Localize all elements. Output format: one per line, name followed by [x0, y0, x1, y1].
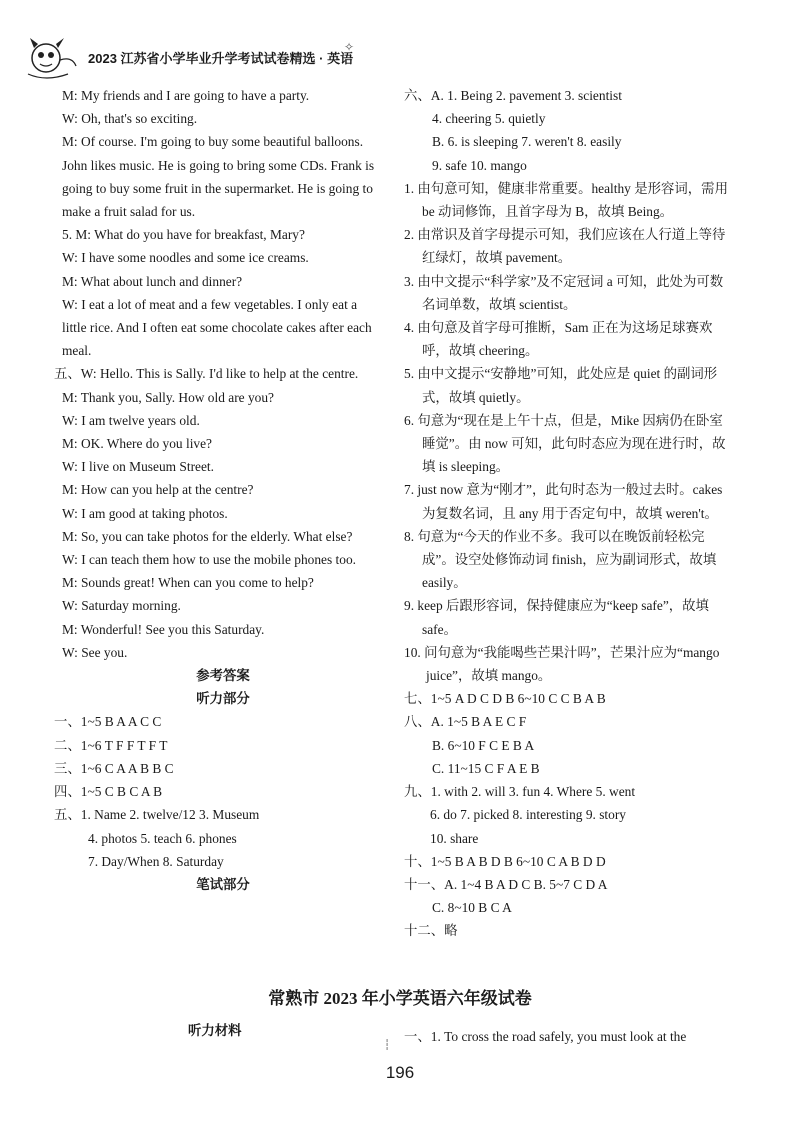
answer-line: 九、1. with 2. will 3. fun 4. Where 5. went: [404, 784, 636, 800]
answer-line: C. 11~15 C F A E B: [432, 760, 540, 776]
explanation-item: 4. 由句意及首字母可推断，Sam 正在为这场足球赛欢呼，故填 cheering。: [404, 320, 713, 359]
answer-line: 7. Day/When 8. Saturday: [88, 853, 224, 869]
explanation-item: 7. just now 意为“刚才”，此句时态为一般过去时。cakes 为复数名词，且 any 用于否定句中，故填 weren't。: [404, 482, 723, 521]
dialogue-line: M: Of course. I'm going to buy some beautiful balloons. John likes music. He is going to bring some CDs. Frank is going to buy some fruit in the supermarket. He is going to make a fruit salad for us.: [62, 134, 375, 220]
book-series-logo-icon: [22, 30, 92, 82]
answer-line: 十一、A. 1~4 B A D C B. 5~7 C D A: [404, 876, 608, 892]
dialogue-line: W: I live on Museum Street.: [62, 459, 214, 475]
dialogue-line: M: How can you help at the centre?: [62, 482, 254, 498]
written-part-heading: 笔试部分: [196, 876, 250, 892]
explanation-item: 3. 由中文提示“科学家”及不定冠词 a 可知，此处为可数名词单数，故填 scientist。: [404, 273, 724, 312]
exam-title: 常熟市 2023 年小学英语六年级试卷: [268, 989, 532, 1008]
dialogue-line: 5. M: What do you have for breakfast, Mary?: [62, 227, 305, 243]
dialogue-line: M: Wonderful! See you this Saturday.: [62, 621, 265, 637]
dialogue-section-five-intro: 五、W: Hello. This is Sally. I'd like to help at the centre.: [54, 366, 359, 382]
answer-line: B. 6. is sleeping 7. weren't 8. easily: [432, 134, 622, 150]
answer-line: 一、1~5 B A A C C: [54, 714, 162, 730]
dialogue-line: M: OK. Where do you live?: [62, 436, 212, 452]
explanation-item: 5. 由中文提示“安静地”可知，此处应是 quiet 的副词形式，故填 quietly。: [404, 366, 718, 405]
dialogue-line: W: Oh, that's so exciting.: [62, 111, 198, 127]
answer-line: 十二、略: [404, 923, 458, 939]
running-header: [22, 30, 382, 82]
answer-line: B. 6~10 F C E B A: [432, 737, 535, 753]
answer-line: 4. photos 5. teach 6. phones: [88, 830, 237, 846]
right-column: [404, 84, 734, 943]
explanation-item: 1. 由句意可知，健康非常重要。healthy 是形容词，需用 be 动词修饰，且首字母为 B，故填 Being。: [404, 180, 728, 220]
explanation-item: 6. 句意为“现在是上午十点，但是，Mike 因病仍在卧室睡觉”。由 now 可知，此句时态应为现在进行时，故填 is sleeping。: [404, 412, 726, 475]
dialogue-line: M: What about lunch and dinner?: [62, 273, 243, 289]
answer-line: 4. cheering 5. quietly: [432, 111, 546, 127]
explanation-item: 10. 问句意为“我能喝些芒果汁吗”，芒果汁应为“mango juice”，故填 mango。: [404, 644, 720, 684]
explanation-item: 2. 由常识及首字母提示可知，我们应该在人行道上等待红绿灯，故填 pavement。: [404, 227, 726, 266]
left-column: [54, 84, 384, 896]
explanation-item: 8. 句意为“今天的作业不多。我可以在晚饭前轻松完成”。设空处修饰动词 finish，应为副词形式，故填 easily。: [404, 528, 717, 591]
dialogue-line: W: I can teach them how to use the mobile phones too.: [62, 552, 357, 568]
answer-line: 三、1~6 C A A B B C: [54, 760, 174, 776]
page-number: 196: [385, 1063, 415, 1082]
sparkle-icon: ✧: [344, 40, 355, 54]
dialogue-line: W: I eat a lot of meat and a few vegetables. I only eat a little rice. And I often eat some chocolate cakes after each meal.: [62, 296, 372, 359]
listening-material-label: 听力材料: [188, 1023, 242, 1038]
dialogue-line: M: Sounds great! When can you come to help?: [62, 575, 314, 591]
answer-key-heading: 参考答案: [196, 668, 250, 684]
answer-line: 五、1. Name 2. twelve/12 3. Museum: [54, 807, 260, 823]
answer-line: 四、1~5 C B C A B: [54, 784, 163, 800]
answer-line: 二、1~6 T F F T F T: [54, 737, 168, 753]
dialogue-line: W: I am good at taking photos.: [62, 505, 228, 521]
explanation-item: 9. keep 后跟形容词，保持健康应为“keep safe”，故填 safe。: [404, 598, 709, 637]
answer-line: 6. do 7. picked 8. interesting 9. story: [430, 807, 626, 823]
column-divider-icon: ┆: [384, 1040, 391, 1051]
dialogue-line: W: Saturday morning.: [62, 598, 181, 614]
dialogue-line: M: So, you can take photos for the elderly. What else?: [62, 528, 353, 544]
dialogue-line: M: My friends and I are going to have a party.: [62, 88, 310, 103]
answer-line: 十、1~5 B A B D B 6~10 C A B D D: [404, 853, 606, 869]
answer-line: C. 8~10 B C A: [432, 900, 512, 916]
answer-line: 七、1~5 A D C D B 6~10 C C B A B: [404, 691, 606, 707]
answer-line: 六、A. 1. Being 2. pavement 3. scientist: [404, 88, 622, 103]
listening-part-heading: 听力部分: [196, 691, 250, 707]
dialogue-line: W: I have some noodles and some ice creams.: [62, 250, 309, 266]
dialogue-line: W: See you.: [62, 644, 128, 660]
dialogue-line: W: I am twelve years old.: [62, 412, 200, 428]
next-section-start: 一、1. To cross the road safely, you must look at the: [404, 1029, 687, 1044]
answer-line: 八、A. 1~5 B A E C F: [404, 714, 527, 730]
header-title: 2023 江苏省小学毕业升学考试试卷精选 · 英语: [88, 51, 354, 66]
answer-line: 10. share: [430, 830, 479, 846]
dialogue-line: M: Thank you, Sally. How old are you?: [62, 389, 274, 405]
answer-line: 9. safe 10. mango: [432, 157, 527, 173]
